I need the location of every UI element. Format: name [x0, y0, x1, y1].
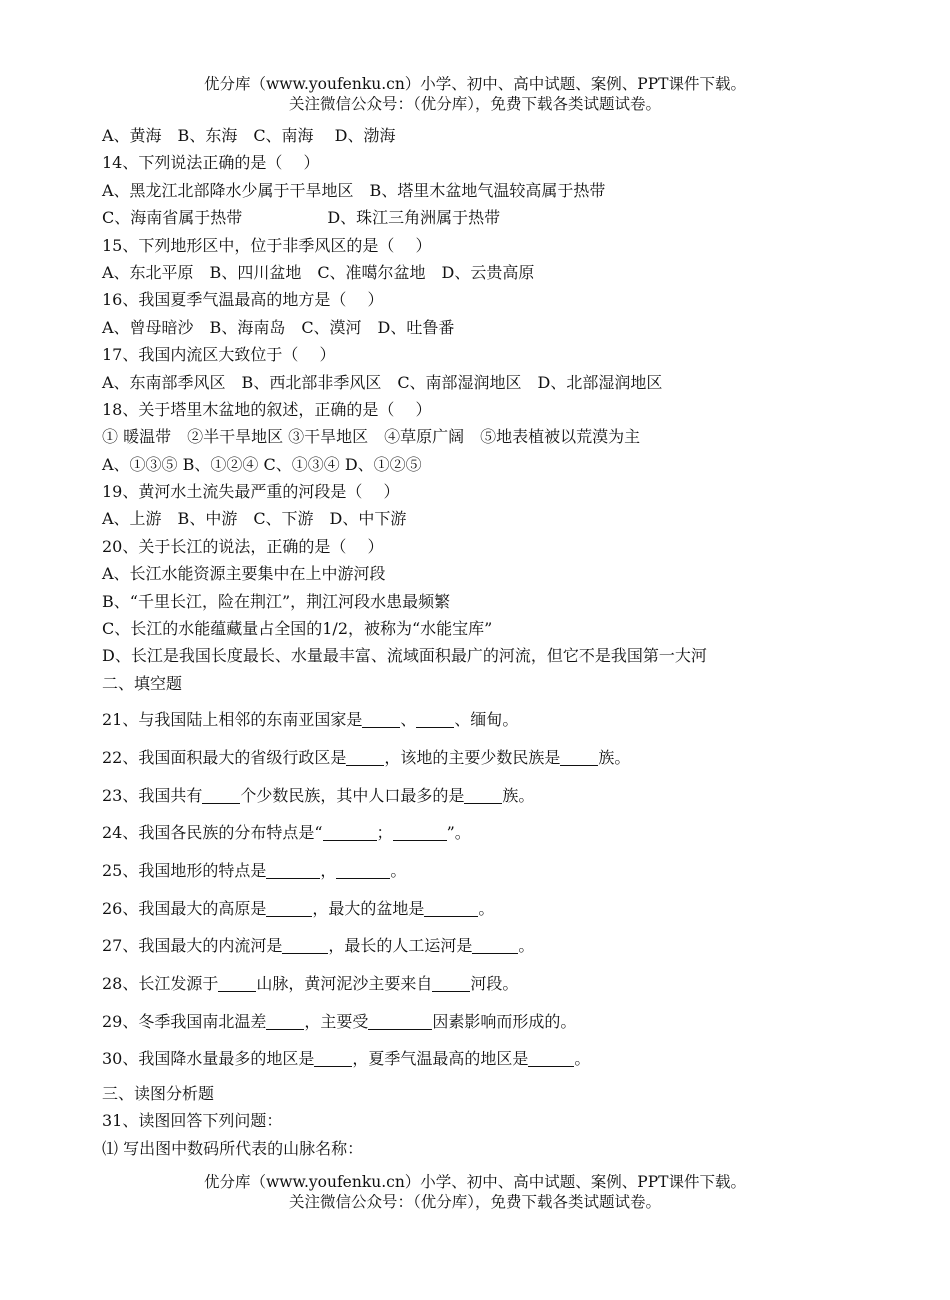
- q27-text-2: ，最长的人工运河是: [328, 936, 473, 956]
- answer-blank[interactable]: [336, 860, 390, 879]
- q25-text-1: 25、我国地形的特点是: [102, 860, 267, 880]
- q15-stem: 15、下列地形区中，位于非季风区的是（ ）: [102, 235, 432, 255]
- q20-option-b: B、“千里长江，险在荆江”，荆江河段水患最频繁: [102, 591, 451, 611]
- q24-text-3: ”。: [446, 823, 471, 843]
- q20-option-a: A、长江水能资源主要集中在上中游河段: [102, 564, 386, 584]
- q21-fill: [102, 701, 902, 739]
- q26-text-3: 。: [478, 898, 495, 918]
- footer-line-1: 优分库（www.youfenku.cn）小学、初中、高中试题、案例、PPT课件下载。: [203, 1173, 747, 1191]
- q21-text-2: 、: [400, 710, 417, 730]
- answer-blank[interactable]: [266, 898, 312, 917]
- q30-text-1: 30、我国降水量最多的地区是: [102, 1049, 315, 1069]
- q22-fill: [102, 739, 902, 777]
- q15-options: A、东北平原 B、四川盆地 C、准噶尔盆地 D、云贵高原: [102, 262, 535, 282]
- q30-fill: [102, 1040, 902, 1078]
- q25-text-3: 。: [390, 860, 407, 880]
- q20-stem: 20、关于长江的说法，正确的是（ ）: [102, 536, 384, 556]
- q26-fill: [102, 890, 902, 928]
- q24-fill: [102, 814, 902, 852]
- answer-blank[interactable]: [424, 898, 478, 917]
- q23-text-3: 族。: [502, 785, 535, 805]
- answer-blank[interactable]: [393, 823, 447, 842]
- q24-text-2: ；: [376, 823, 393, 843]
- q16-options: A、曾母暗沙 B、海南岛 C、漠河 D、吐鲁番: [102, 317, 455, 337]
- q27-fill: [102, 927, 902, 965]
- q26-text-1: 26、我国最大的高原是: [102, 898, 267, 918]
- q29-text-3: 因素影响而形成的。: [432, 1011, 577, 1031]
- q14-options-cd: C、海南省属于热带 D、珠江三角洲属于热带: [102, 208, 501, 228]
- q29-text-2: ，主要受: [304, 1011, 369, 1031]
- q27-text-1: 27、我国最大的内流河是: [102, 936, 283, 956]
- question-body: [102, 122, 902, 1162]
- q23-text-1: 23、我国共有: [102, 785, 203, 805]
- q22-text-3: 族。: [598, 747, 631, 767]
- answer-blank[interactable]: [266, 1011, 304, 1030]
- page-footer: [0, 1172, 950, 1212]
- q22-text-1: 22、我国面积最大的省级行政区是: [102, 747, 347, 767]
- q23-fill: [102, 777, 902, 815]
- q28-text-2: 山脉，黄河泥沙主要来自: [256, 974, 433, 994]
- q20-option-c: C、长江的水能蕴藏量占全国的1/2，被称为“水能宝库”: [102, 619, 493, 639]
- q20-option-d: D、长江是我国长度最长、水量最丰富、流域面积最广的河流，但它不是我国第一大河: [102, 646, 707, 666]
- header-line-2: 关注微信公众号：（优分库），免费下载各类试题试卷。: [288, 95, 661, 113]
- q18-statements: ① 暖温带 ②半干旱地区 ③干旱地区 ④草原广阔 ⑤地表植被以荒漠为主: [102, 427, 641, 447]
- answer-blank[interactable]: [323, 823, 377, 842]
- q18-options: A、①③⑤ B、①②④ C、①③④ D、①②⑤: [102, 454, 422, 474]
- answer-blank[interactable]: [266, 860, 320, 879]
- answer-blank[interactable]: [432, 973, 470, 992]
- q29-text-1: 29、冬季我国南北温差: [102, 1011, 267, 1031]
- q16-stem: 16、我国夏季气温最高的地方是（ ）: [102, 290, 384, 310]
- q31-part-1: ⑴ 写出图中数码所代表的山脉名称：: [102, 1138, 364, 1158]
- answer-blank[interactable]: [472, 936, 518, 955]
- answer-blank[interactable]: [368, 1011, 432, 1030]
- page-header: [0, 74, 950, 114]
- q25-fill: [102, 852, 902, 890]
- q28-text-1: 28、长江发源于: [102, 974, 219, 994]
- answer-blank[interactable]: [528, 1049, 574, 1068]
- q19-options: A、上游 B、中游 C、下游 D、中下游: [102, 509, 407, 529]
- q27-text-3: 。: [518, 936, 535, 956]
- answer-blank[interactable]: [282, 936, 328, 955]
- q14-options-ab: A、黑龙江北部降水少属于干旱地区 B、塔里木盆地气温较高属于热带: [102, 180, 606, 200]
- q25-text-2: ，: [320, 860, 337, 880]
- answer-blank[interactable]: [560, 747, 598, 766]
- answer-blank[interactable]: [362, 710, 400, 729]
- q13-options: A、黄海 B、东海 C、南海 D、渤海: [102, 126, 396, 145]
- q18-stem: 18、关于塔里木盆地的叙述，正确的是（ ）: [102, 399, 432, 419]
- q21-text-1: 21、与我国陆上相邻的东南亚国家是: [102, 710, 363, 730]
- q30-text-2: ，夏季气温最高的地区是: [352, 1049, 529, 1069]
- header-line-1: 优分库（www.youfenku.cn）小学、初中、高中试题、案例、PPT课件下载。: [203, 75, 747, 93]
- q23-text-2: 个少数民族，其中人口最多的是: [240, 785, 465, 805]
- q30-text-3: 。: [574, 1049, 591, 1069]
- section-fill-in-title: 二、填空题: [102, 673, 183, 693]
- q14-stem: 14、下列说法正确的是（ ）: [102, 153, 320, 173]
- q28-text-3: 河段。: [470, 974, 519, 994]
- answer-blank[interactable]: [346, 747, 384, 766]
- footer-line-2: 关注微信公众号：（优分库），免费下载各类试题试卷。: [288, 1193, 661, 1211]
- answer-blank[interactable]: [464, 785, 502, 804]
- q21-text-3: 、缅甸。: [454, 710, 519, 730]
- q31-stem: 31、读图回答下列问题：: [102, 1111, 283, 1131]
- q28-fill: [102, 965, 902, 1003]
- answer-blank[interactable]: [314, 1049, 352, 1068]
- answer-blank[interactable]: [202, 785, 240, 804]
- q19-stem: 19、黄河水土流失最严重的河段是（ ）: [102, 482, 400, 502]
- q22-text-2: ，该地的主要少数民族是: [384, 747, 561, 767]
- q29-fill: [102, 1003, 902, 1041]
- q17-options: A、东南部季风区 B、西北部非季风区 C、南部湿润地区 D、北部湿润地区: [102, 372, 663, 392]
- q17-stem: 17、我国内流区大致位于（ ）: [102, 345, 336, 365]
- answer-blank[interactable]: [218, 973, 256, 992]
- q24-text-1: 24、我国各民族的分布特点是“: [102, 823, 323, 843]
- q26-text-2: ，最大的盆地是: [312, 898, 425, 918]
- answer-blank[interactable]: [416, 710, 454, 729]
- section-map-analysis-title: 三、读图分析题: [102, 1084, 215, 1104]
